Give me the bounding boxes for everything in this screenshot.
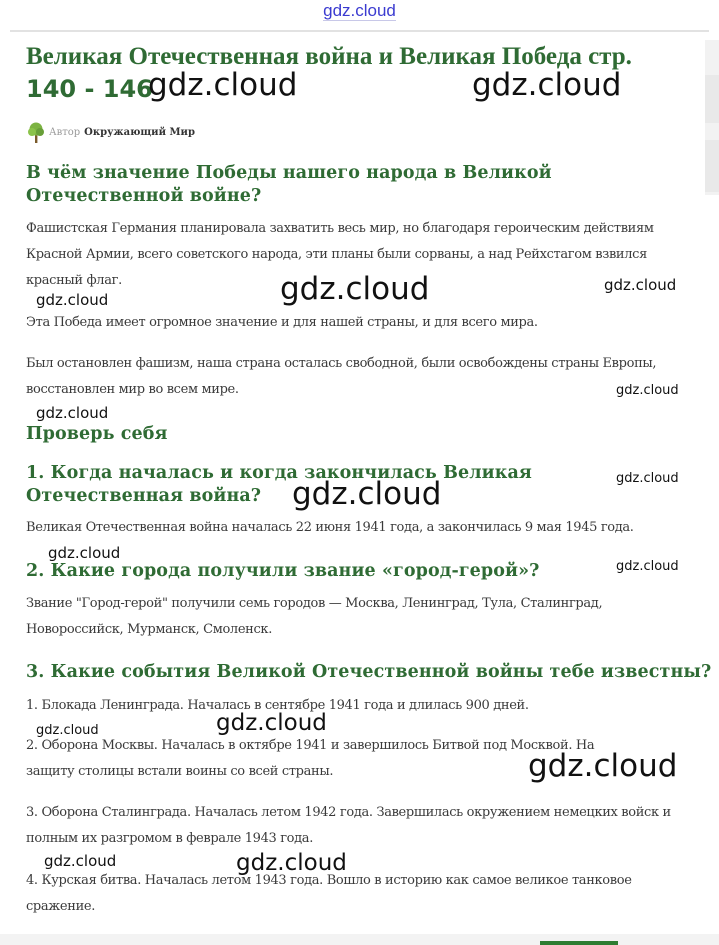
watermark: gdz.cloud	[36, 723, 99, 738]
paragraph: Фашистская Германия планировала захватить весь мир, но благодаря героическим действиям Красной Армии, всего советского народа, эти планы были сорваны, а над Рейхстагом взвился красный флаг.	[26, 221, 654, 288]
site-logo[interactable]	[0, 1, 719, 21]
watermark: gdz.cloud	[44, 852, 117, 870]
section-heading: В чём значение Победы нашего народа в Великой Отечественной войне?	[26, 163, 552, 206]
watermark: gdz.cloud	[292, 476, 442, 512]
sidebar-edge-block	[705, 75, 719, 123]
footer-accent	[540, 941, 618, 945]
watermark: gdz.cloud	[616, 383, 679, 398]
tree-icon	[27, 121, 45, 143]
watermark: gdz.cloud	[604, 276, 677, 294]
question-heading: 3. Какие события Великой Отечественной войны тебе известны?	[26, 662, 712, 682]
watermark: gdz.cloud	[528, 748, 678, 784]
list-item: 1. Блокада Ленинграда. Началась в сентябре 1941 года и длилась 900 дней.	[26, 698, 529, 713]
sidebar-edge-block	[705, 140, 719, 192]
author-label: Автор	[49, 126, 81, 138]
paragraph: Был остановлен фашизм, наша страна осталась свободной, были освобождены страны Европы, восстановлен мир во всем мире.	[26, 356, 657, 397]
list-item: 4. Курская битва. Началась летом 1943 года. Вошло в историю как самое великое танковое сражение.	[26, 873, 632, 914]
answer-text: Звание "Город-герой" получили семь городов — Москва, Ленинград, Тула, Сталинград, Новороссийск, Мурманск, Смоленск.	[26, 596, 603, 637]
watermark: gdz.cloud	[236, 850, 347, 876]
watermark: gdz.cloud	[472, 67, 622, 103]
question-heading: 1. Когда началась и когда закончилась Великая Отечественная война?	[26, 463, 532, 506]
watermark: gdz.cloud	[36, 291, 109, 309]
question-heading: 2. Какие города получили звание «город-герой»?	[26, 561, 540, 581]
watermark: gdz.cloud	[616, 559, 679, 574]
paragraph: Эта Победа имеет огромное значение и для нашей страны, и для всего мира.	[26, 315, 538, 330]
header-divider	[10, 30, 709, 32]
author-name[interactable]: Окружающий Мир	[84, 126, 195, 138]
watermark: gdz.cloud	[148, 67, 298, 103]
watermark: gdz.cloud	[36, 404, 109, 422]
check-yourself-heading: Проверь себя	[26, 424, 168, 444]
watermark: gdz.cloud	[48, 544, 121, 562]
answer-text: Великая Отечественная война началась 22 июня 1941 года, а закончилась 9 мая 1945 года.	[26, 520, 634, 535]
site-logo-text[interactable]: gdz.cloud	[323, 1, 396, 20]
list-item: 2. Оборона Москвы. Началась в октябре 1941 и завершилось Битвой под Москвой. На защиту столицы встали воины со всей страны.	[26, 738, 595, 779]
page-range: 140 - 146	[26, 75, 153, 103]
watermark: gdz.cloud	[216, 710, 327, 736]
author-line	[27, 121, 195, 143]
list-item: 3. Оборона Сталинграда. Началась летом 1942 года. Завершилась окружением немецких войск и полным их разгромом в феврале 1943 года.	[26, 805, 671, 846]
watermark: gdz.cloud	[280, 271, 430, 307]
watermark: gdz.cloud	[616, 471, 679, 486]
page-title-text: Великая Отечественная война и Великая Победа стр.	[26, 43, 632, 70]
